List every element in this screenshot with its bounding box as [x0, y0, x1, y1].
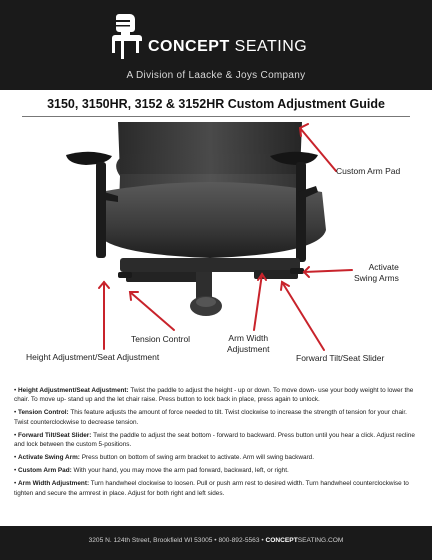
callout-arm-width-adjustment [227, 333, 270, 354]
instruction-swing-arm: • Activate Swing Arm: Press button on bottom of swing arm bracket to activate. Arm will swing backward. [14, 454, 314, 462]
chair-logo-icon [112, 12, 144, 62]
callout-height-adjustment: Height Adjustment/Seat Adjustment [26, 352, 160, 362]
instruction-forward-tilt: • Forward Tilt/Seat Slider: Twist the paddle to adjust the seat bottom - forward to backward. Press button until you hear a click. Adjust recline and lock between the custom 5-positions. [14, 431, 415, 448]
chair-seat [96, 182, 326, 258]
callout-forward-tilt: Forward Tilt/Seat Slider [296, 353, 385, 363]
header-banner [0, 0, 432, 90]
chair-illustration [0, 122, 432, 372]
brand-name: CONCEPT SEATING [148, 38, 308, 55]
page-title: 3150, 3150HR, 3152 & 3152HR Custom Adjustment Guide [47, 97, 385, 111]
callout-width-line2: Adjustment [227, 343, 270, 354]
instructions-list [14, 386, 418, 502]
callout-activate-swing-arms [354, 262, 399, 283]
footer-bar [0, 526, 432, 560]
callout-swing-line1: Activate [368, 262, 399, 272]
seat-mechanism [120, 258, 300, 272]
footer-contact: 3205 N. 124th Street, Brookfield WI 53005 • 800-892-5563 • CONCEPTSEATING.COM [88, 537, 344, 544]
division-tagline: A Division of Laacke & Joys Company [126, 70, 306, 81]
instruction-arm-pad: • Custom Arm Pad: With your hand, you may move the arm pad forward, backward, left, or right. [14, 467, 289, 475]
instruction-height: • Height Adjustment/Seat Adjustment: Twist the paddle to adjust the height - up or down. To move down- use your body weight to lower the chair. To move up- stand up and the let chair raise. Press button to lock back in place, press again to unlock. [14, 387, 414, 404]
callout-custom-arm-pad: Custom Arm Pad [336, 166, 401, 176]
title-divider [22, 116, 410, 117]
instruction-arm-width: • Arm Width Adjustment: Turn handwheel clockwise to loosen. Pull or push arm rest to desired width. Turn handwheel counterclockwise to tighten and secure the armrest in place. Adjust for both right and left sides. [14, 480, 409, 497]
callout-swing-line2: Swing Arms [354, 272, 399, 283]
callout-width-line1: Arm Width [228, 333, 269, 343]
instruction-tension: • Tension Control: This feature adjusts the amount of force needed to tilt. Twist clockwise to increase the strength of tension for your chair. Twist counterclockwise to decrease tension. [14, 409, 407, 426]
callout-tension-control: Tension Control [131, 334, 191, 344]
